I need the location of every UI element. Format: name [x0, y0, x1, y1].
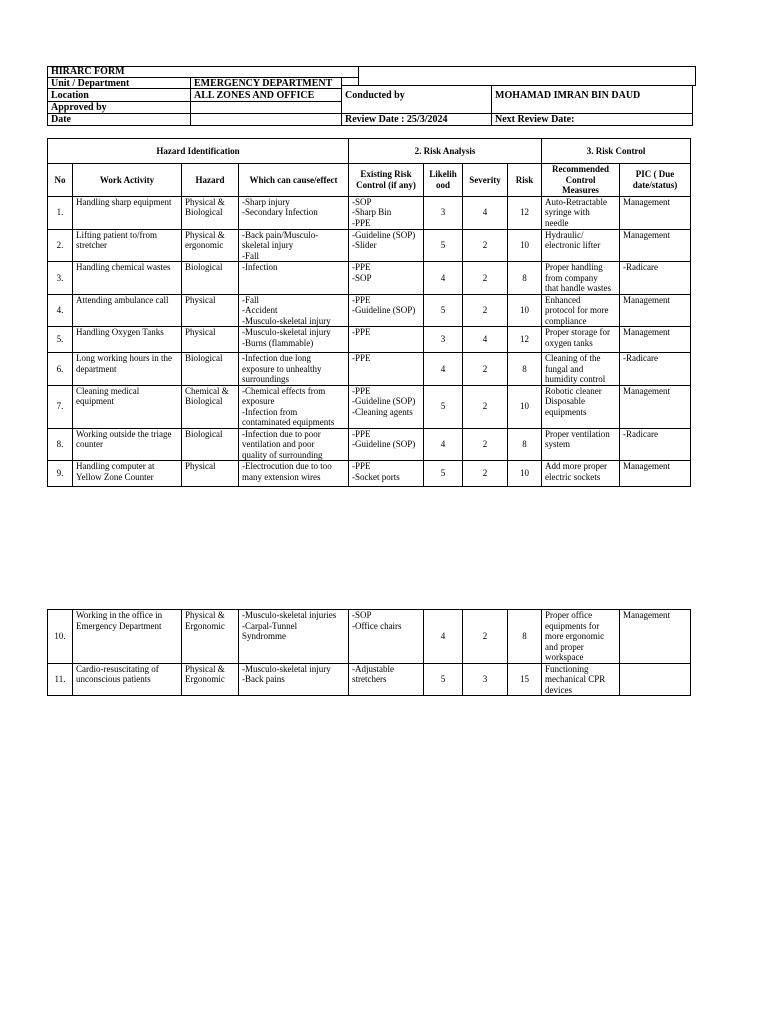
cell-existing-control	[349, 610, 424, 664]
cell-cause-line: -Infection	[242, 262, 278, 272]
table-row	[48, 196, 691, 229]
form-title: HIRARC FORM	[51, 66, 125, 77]
cell-cause-line: -Fall	[242, 294, 259, 305]
cell-no: 3.	[48, 262, 73, 295]
cell-severity: 4	[463, 327, 508, 353]
cell-severity: 2	[463, 229, 508, 262]
cell-recommended	[542, 353, 620, 386]
cell-cause-line: -Infection due to poor	[242, 428, 321, 439]
col-likelihood	[424, 164, 463, 197]
cell-cause	[239, 663, 349, 696]
col-likelihood-line: Likelih	[429, 169, 457, 180]
cell-work-activity-line: Handling computer at	[76, 461, 155, 471]
cell-work-activity-line: Cleaning medical	[76, 385, 140, 396]
cell-work-activity-line: department	[76, 363, 117, 374]
cell-likelihood: 4	[424, 428, 463, 461]
cell-recommended-line: that handle wastes	[545, 283, 612, 293]
col-cause: Which can cause/effect	[239, 164, 349, 197]
cell-cause-line: -Chemical effects from	[242, 385, 326, 396]
cell-likelihood: 5	[424, 229, 463, 262]
cell-recommended	[542, 327, 620, 353]
section-risk-analysis: 2. Risk Analysis	[349, 139, 542, 164]
cell-work-activity-line: Yellow Zone Counter	[76, 471, 154, 482]
cell-existing-control-line: -PPE	[352, 385, 371, 396]
cell-cause-line: exposure to unhealthy	[242, 363, 322, 374]
cell-existing-control	[349, 262, 424, 295]
cell-recommended	[542, 196, 620, 229]
cell-cause-line: -Accident	[242, 305, 278, 315]
cell-existing-control-line: -Guideline (SOP)	[352, 396, 416, 406]
cell-likelihood: 5	[424, 461, 463, 487]
table-row	[48, 385, 691, 428]
cell-pic: Management	[620, 196, 691, 229]
cell-cause-line: surroundings	[242, 374, 289, 384]
review-date: Review Date : 25/3/2024	[345, 114, 448, 125]
cell-likelihood: 4	[424, 262, 463, 295]
cell-existing-control-line: -Socket ports	[352, 471, 400, 482]
cell-existing-control	[349, 229, 424, 262]
cell-likelihood: 4	[424, 353, 463, 386]
cell-work-activity-line: Handling chemical wastes	[76, 262, 171, 272]
cell-recommended-line: equipments	[545, 406, 587, 417]
col-existing-control-line: Control (if any)	[356, 179, 416, 190]
cell-recommended-line: Proper handling	[545, 262, 603, 272]
date-value-cell	[190, 113, 342, 126]
cell-cause-line: -Musculo-skeletal injury	[242, 663, 331, 674]
cell-recommended-line: Functioning	[545, 663, 589, 674]
cell-risk: 10	[508, 385, 542, 428]
cell-existing-control-line: -PPE	[352, 262, 371, 272]
cell-work-activity-line: stretcher	[76, 240, 107, 250]
cell-existing-control	[349, 385, 424, 428]
cell-severity: 2	[463, 294, 508, 327]
cell-cause-line: -Burns (flammable)	[242, 337, 314, 348]
cell-recommended-line: syringe with	[545, 207, 590, 217]
cell-recommended-line: Add more proper	[545, 461, 608, 471]
cell-risk: 10	[508, 294, 542, 327]
col-pic-line: date/status)	[632, 179, 678, 190]
cell-recommended-line: Proper storage for	[545, 327, 611, 337]
table-row	[48, 610, 691, 664]
cell-recommended-line: Proper ventilation	[545, 428, 610, 439]
cell-hazard-line: Biological	[185, 396, 223, 406]
cell-hazard	[182, 353, 239, 386]
cell-existing-control-line: -PPE	[352, 428, 371, 439]
cell-hazard-line: Chemical &	[185, 385, 229, 396]
cell-hazard	[182, 196, 239, 229]
cell-risk: 8	[508, 610, 542, 664]
cell-cause-line: -Back pains	[242, 674, 285, 684]
cell-existing-control-line: -SOP	[352, 272, 372, 283]
cell-hazard-line: Physical &	[185, 196, 225, 207]
cell-hazard-line: Physical &	[185, 229, 225, 240]
cell-cause	[239, 229, 349, 262]
cell-no: 11.	[48, 663, 73, 696]
cell-existing-control-line: -Guideline (SOP)	[352, 229, 416, 240]
cell-risk: 10	[508, 461, 542, 487]
hirarc-table-continued	[47, 609, 691, 696]
cell-hazard	[182, 327, 239, 353]
cell-work-activity	[73, 353, 182, 386]
cell-likelihood: 5	[424, 663, 463, 696]
cell-work-activity-line: counter	[76, 439, 103, 449]
cell-severity: 2	[463, 262, 508, 295]
cell-likelihood: 5	[424, 385, 463, 428]
cell-existing-control-line: -Guideline (SOP)	[352, 305, 416, 315]
col-hazard: Hazard	[182, 164, 239, 197]
cell-recommended-line: mechanical CPR	[545, 674, 606, 684]
cell-hazard	[182, 294, 239, 327]
cell-existing-control-line: -Office chairs	[352, 620, 402, 631]
cell-work-activity-line: Cardio-resuscitating of	[76, 663, 159, 674]
cell-no: 6.	[48, 353, 73, 386]
cell-no: 9.	[48, 461, 73, 487]
col-severity: Severity	[463, 164, 508, 197]
cell-hazard-line: Ergonomic	[185, 674, 225, 684]
cell-recommended	[542, 428, 620, 461]
cell-cause-line: -Musculo-skeletal injuries	[242, 610, 337, 620]
cell-recommended-line: oxygen tanks	[545, 337, 593, 348]
cell-cause-line: exposure	[242, 396, 275, 406]
cell-existing-control	[349, 353, 424, 386]
cell-risk: 10	[508, 229, 542, 262]
cell-hazard-line: Biological	[185, 207, 223, 217]
cell-pic: -Radicare	[620, 428, 691, 461]
cell-recommended-line: system	[545, 439, 571, 449]
cell-work-activity	[73, 327, 182, 353]
cell-hazard	[182, 262, 239, 295]
cell-existing-control-line: -Cleaning agents	[352, 406, 413, 417]
cell-work-activity-line: equipment	[76, 396, 114, 406]
cell-recommended-line: Proper office	[545, 610, 593, 620]
form-blank-cell	[358, 66, 696, 86]
cell-recommended-line: Disposable	[545, 396, 586, 406]
cell-no: 5.	[48, 327, 73, 353]
cell-severity: 2	[463, 461, 508, 487]
cell-recommended	[542, 385, 620, 428]
cell-cause	[239, 196, 349, 229]
cell-likelihood: 3	[424, 327, 463, 353]
cell-hazard	[182, 663, 239, 696]
cell-work-activity	[73, 428, 182, 461]
table-row	[48, 353, 691, 386]
cell-cause-line: many extension wires	[242, 471, 321, 482]
cell-hazard-line: ergonomic	[185, 240, 224, 250]
cell-hazard-line: Physical	[185, 327, 216, 337]
cell-work-activity-line: unconscious patients	[76, 674, 151, 684]
col-likelihood-line: ood	[435, 179, 450, 190]
cell-existing-control	[349, 294, 424, 327]
cell-work-activity-line: Handling Oxygen Tanks	[76, 327, 164, 337]
cell-existing-control	[349, 428, 424, 461]
cell-existing-control-line: stretchers	[352, 674, 387, 684]
cell-existing-control-line: -Sharp Bin	[352, 207, 392, 217]
cell-work-activity-line: Lifting patient to/from	[76, 229, 157, 240]
cell-hazard	[182, 428, 239, 461]
cell-recommended-line: Auto-Retractable	[545, 196, 608, 207]
cell-hazard	[182, 229, 239, 262]
approved-label: Approved by	[51, 102, 107, 113]
cell-existing-control-line: -Slider	[352, 240, 377, 250]
cell-cause-line: Syndromme	[242, 631, 286, 641]
cell-pic: -Radicare	[620, 262, 691, 295]
cell-cause	[239, 294, 349, 327]
cell-cause-line: -Musculo-skeletal injury	[242, 315, 331, 326]
cell-hazard-line: Physical &	[185, 610, 225, 620]
col-existing-control	[349, 164, 424, 197]
cell-cause-line: skeletal injury	[242, 240, 294, 250]
col-existing-control-line: Existing Risk	[360, 169, 412, 180]
conducted-label: Conducted by	[345, 90, 405, 101]
table-row	[48, 294, 691, 327]
table-row	[48, 229, 691, 262]
cell-hazard	[182, 385, 239, 428]
table-row	[48, 327, 691, 353]
cell-cause	[239, 385, 349, 428]
cell-recommended-line: equipments for	[545, 620, 600, 631]
cell-work-activity	[73, 610, 182, 664]
cell-no: 1.	[48, 196, 73, 229]
cell-risk: 8	[508, 428, 542, 461]
cell-severity: 4	[463, 196, 508, 229]
cell-cause-line: quality of surrounding	[242, 449, 323, 460]
cell-cause	[239, 610, 349, 664]
cell-cause	[239, 262, 349, 295]
cell-hazard	[182, 461, 239, 487]
cell-recommended-line: needle	[545, 217, 569, 228]
cell-work-activity	[73, 461, 182, 487]
col-no: No	[48, 164, 73, 197]
cell-risk: 15	[508, 663, 542, 696]
cell-work-activity	[73, 262, 182, 295]
date-label: Date	[51, 114, 71, 125]
cell-likelihood: 3	[424, 196, 463, 229]
cell-cause-line: -Carpal-Tunnel	[242, 620, 298, 631]
cell-hazard-line: Biological	[185, 428, 223, 439]
cell-no: 2.	[48, 229, 73, 262]
cell-cause-line: -Sharp injury	[242, 196, 290, 207]
cell-recommended-line: more ergonomic	[545, 631, 605, 641]
cell-existing-control	[349, 461, 424, 487]
table-body-continued	[48, 610, 691, 696]
col-work-activity: Work Activity	[73, 164, 182, 197]
cell-existing-control-line: -PPE	[352, 353, 371, 363]
cell-existing-control	[349, 327, 424, 353]
cell-existing-control-line: -PPE	[352, 327, 371, 337]
unit-value: EMERGENCY DEPARTMENT	[194, 78, 333, 89]
cell-work-activity	[73, 229, 182, 262]
cell-no: 7.	[48, 385, 73, 428]
cell-existing-control-line: -PPE	[352, 217, 371, 228]
col-recommended-line: Control	[565, 174, 596, 185]
cell-pic: Management	[620, 461, 691, 487]
cell-hazard-line: Physical	[185, 461, 216, 471]
cell-hazard-line: Ergonomic	[185, 620, 225, 631]
cell-work-activity-line: Working in the office in	[76, 610, 163, 620]
cell-cause-line: -Fall	[242, 250, 259, 261]
cell-existing-control-line: -PPE	[352, 294, 371, 305]
cell-recommended	[542, 461, 620, 487]
cell-recommended	[542, 229, 620, 262]
cell-pic	[620, 663, 691, 696]
cell-severity: 2	[463, 353, 508, 386]
cell-hazard-line: Biological	[185, 353, 223, 363]
cell-existing-control	[349, 663, 424, 696]
col-recommended-line: Recommended	[552, 164, 610, 174]
cell-work-activity-line: Long working hours in the	[76, 353, 172, 363]
cell-cause-line: ventilation and poor	[242, 439, 315, 449]
cell-recommended-line: and proper	[545, 641, 584, 652]
cell-cause	[239, 461, 349, 487]
cell-risk: 8	[508, 262, 542, 295]
table-row	[48, 428, 691, 461]
cell-recommended-line: from company	[545, 272, 598, 283]
location-label: Location	[51, 90, 89, 101]
cell-pic: Management	[620, 610, 691, 664]
col-recommended	[542, 164, 620, 197]
cell-cause-line: -Infection due long	[242, 353, 311, 363]
cell-recommended-line: Robotic cleaner	[545, 385, 602, 396]
cell-existing-control-line: -Adjustable	[352, 663, 394, 674]
section-hazard-identification: Hazard Identification	[48, 139, 349, 164]
cell-recommended-line: Cleaning of the	[545, 353, 601, 363]
cell-work-activity-line: Emergency Department	[76, 620, 162, 631]
cell-severity: 2	[463, 385, 508, 428]
cell-work-activity-line: Attending ambulance call	[76, 294, 169, 305]
cell-cause-line: -Musculo-skeletal injury	[242, 327, 331, 337]
location-value: ALL ZONES AND OFFICE	[194, 90, 315, 101]
cell-hazard-line: Physical &	[185, 663, 225, 674]
cell-recommended-line: protocol for more	[545, 305, 609, 315]
cell-cause-line: -Infection from	[242, 406, 298, 417]
cell-recommended	[542, 663, 620, 696]
cell-recommended-line: workspace	[545, 652, 584, 662]
cell-cause	[239, 428, 349, 461]
cell-severity: 3	[463, 663, 508, 696]
cell-cause-line: -Secondary Infection	[242, 207, 318, 217]
cell-recommended-line: Enhanced	[545, 294, 581, 305]
cell-pic: Management	[620, 294, 691, 327]
cell-work-activity	[73, 385, 182, 428]
cell-severity: 2	[463, 610, 508, 664]
next-review-date: Next Review Date:	[495, 114, 575, 125]
cell-recommended	[542, 610, 620, 664]
hirarc-table	[47, 138, 691, 487]
table-row	[48, 461, 691, 487]
cell-work-activity-line: Working outside the triage	[76, 428, 172, 439]
cell-pic: Management	[620, 385, 691, 428]
cell-existing-control-line: -PPE	[352, 461, 371, 471]
cell-recommended-line: compliance	[545, 315, 587, 326]
unit-label: Unit / Department	[51, 78, 130, 89]
table-body	[48, 196, 691, 487]
cell-recommended-line: devices	[545, 684, 572, 695]
cell-recommended-line: electric sockets	[545, 471, 601, 482]
cell-existing-control	[349, 196, 424, 229]
col-risk: Risk	[508, 164, 542, 197]
cell-pic: -Radicare	[620, 353, 691, 386]
cell-cause-line: -Back pain/Musculo-	[242, 229, 319, 240]
cell-hazard-line: Physical	[185, 294, 216, 305]
cell-risk: 12	[508, 196, 542, 229]
cell-pic: Management	[620, 229, 691, 262]
cell-no: 4.	[48, 294, 73, 327]
cell-cause	[239, 327, 349, 353]
cell-work-activity	[73, 196, 182, 229]
cell-cause-line: contaminated equipments	[242, 417, 335, 427]
cell-recommended-line: humidity control	[545, 374, 606, 384]
cell-cause	[239, 353, 349, 386]
cell-risk: 8	[508, 353, 542, 386]
cell-severity: 2	[463, 428, 508, 461]
table-row	[48, 663, 691, 696]
section-risk-control: 3. Risk Control	[542, 139, 691, 164]
cell-hazard	[182, 610, 239, 664]
cell-work-activity-line: Handling sharp equipment	[76, 196, 172, 207]
cell-risk: 12	[508, 327, 542, 353]
col-pic	[620, 164, 691, 197]
cell-cause-line: -Electrocution due to too	[242, 461, 332, 471]
cell-recommended-line: Hydraulic/	[545, 229, 584, 240]
cell-recommended-line: electronic lifter	[545, 240, 601, 250]
cell-pic: Management	[620, 327, 691, 353]
cell-recommended	[542, 262, 620, 295]
conducted-value: MOHAMAD IMRAN BIN DAUD	[495, 90, 641, 101]
cell-work-activity	[73, 294, 182, 327]
cell-recommended	[542, 294, 620, 327]
cell-existing-control-line: -SOP	[352, 610, 372, 620]
col-pic-line: PIC ( Due	[635, 169, 675, 180]
cell-no: 10.	[48, 610, 73, 664]
cell-existing-control-line: -Guideline (SOP)	[352, 439, 416, 449]
cell-work-activity	[73, 663, 182, 696]
col-recommended-line: Measures	[562, 185, 599, 195]
cell-recommended-line: fungal and	[545, 363, 584, 374]
cell-existing-control-line: -SOP	[352, 196, 372, 207]
cell-likelihood: 5	[424, 294, 463, 327]
cell-likelihood: 4	[424, 610, 463, 664]
table-row	[48, 262, 691, 295]
cell-no: 8.	[48, 428, 73, 461]
cell-hazard-line: Biological	[185, 262, 223, 272]
